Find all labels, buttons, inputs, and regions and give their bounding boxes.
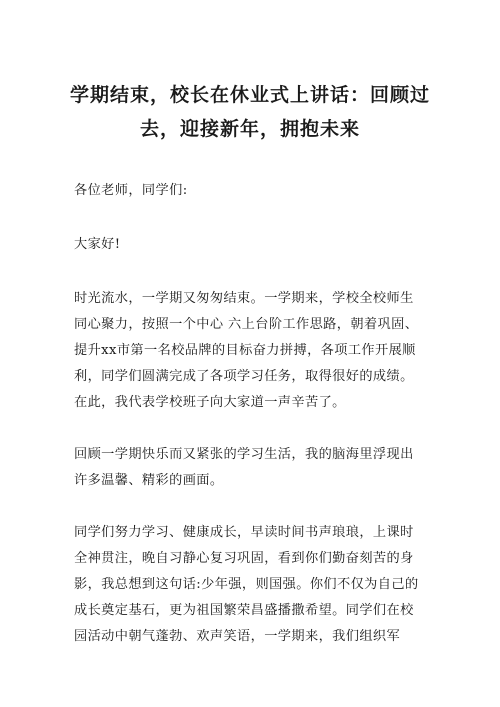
- paragraph-line: 提升xx市第一名校品牌的目标奋力拼搏，各项工作开展顺: [74, 343, 416, 358]
- title-line-1: 学期结束，校长在休业式上讲话：回顾过: [69, 84, 430, 106]
- greeting-text: 大家好!: [74, 237, 121, 252]
- paragraph-1: [74, 286, 436, 416]
- salutation-text: 各位老师，同学们:: [74, 183, 188, 198]
- salutation: [74, 178, 436, 204]
- paragraph-line: 园活动中朝气蓬勃、欢声笑语，一学期来，我们组织军: [74, 629, 401, 644]
- paragraph-line: 回顾一学期快乐而又紧张的学习生活，我的脑海里浮现出: [74, 447, 414, 462]
- paragraph-line: 时光流水，一学期又匆匆结束。一学期来，学校全校师生: [74, 291, 414, 306]
- paragraph-line: 影，我总想到这句话:少年强，则国强。你们不仅为自己的: [74, 577, 419, 592]
- paragraph-line: 成长奠定基石，更为祖国繁荣昌盛播撒希望。同学们在校: [74, 603, 414, 618]
- paragraph-2: [74, 442, 436, 494]
- document-title: [60, 78, 440, 146]
- paragraph-3: [74, 520, 436, 650]
- paragraph-line: 许多温馨、精彩的画面。: [74, 473, 224, 488]
- paragraph-line: 同心聚力，按照一个中心 六上台阶工作思路，朝着巩固、: [74, 317, 419, 332]
- paragraph-line: 在此，我代表学校班子向大家道一声辛苦了。: [74, 395, 346, 410]
- paragraph-line: 全神贯注，晚自习静心复习巩固，看到你们勤奋刻苦的身: [74, 551, 414, 566]
- paragraph-line: 利，同学们圆满完成了各项学习任务，取得很好的成绩。: [74, 369, 414, 384]
- paragraph-line: 同学们努力学习、健康成长，早读时间书声琅琅，上课时: [74, 525, 414, 540]
- greeting: [74, 232, 436, 258]
- title-line-2: 去，迎接新年，拥抱未来: [139, 118, 360, 140]
